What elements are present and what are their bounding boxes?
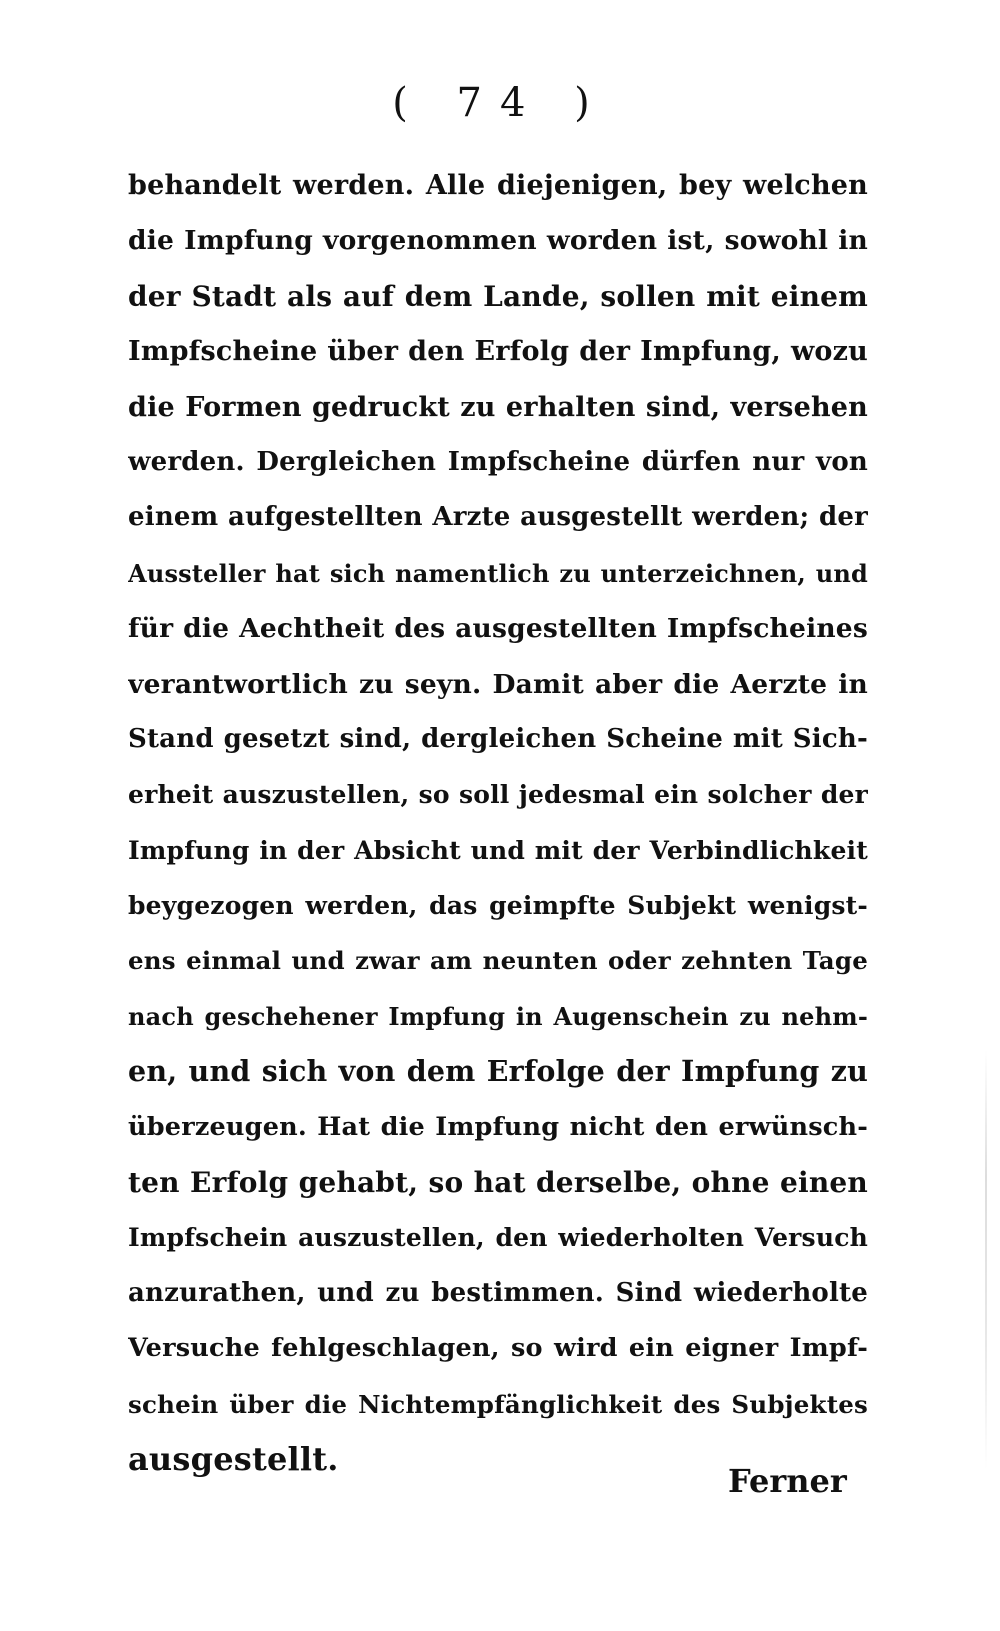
text-line: ens einmal und zwar am neunten oder zehnten Tage — [128, 946, 868, 976]
text-line: einem aufgestellten Arzte ausgestellt werden; der — [128, 502, 868, 533]
text-line: die Impfung vorgenommen worden ist, sowohl in — [128, 225, 868, 257]
text-line: die Formen gedruckt zu erhalten sind, versehen — [128, 391, 868, 423]
page-number: ( 74 ) — [392, 80, 608, 126]
text-line: anzurathen, und zu bestimmen. Sind wiederholte — [128, 1277, 868, 1308]
text-line: beygezogen werden, das geimpfte Subjekt wenigst- — [128, 891, 868, 921]
text-line: nach geschehener Impfung in Augenschein zu nehm- — [128, 1001, 868, 1031]
text-line: für die Aechtheit des ausgestellten Impfscheines — [128, 613, 868, 645]
text-line: überzeugen. Hat die Impfung nicht den erwünsch- — [128, 1111, 868, 1142]
text-line: ten Erfolg gehabt, so hat derselbe, ohne einen — [128, 1166, 868, 1200]
body-text — [128, 158, 868, 1487]
text-line: Impfscheine über den Erfolg der Impfung, wozu — [128, 336, 868, 368]
text-line: Versuche fehlgeschlagen, so wird ein eigner Impf- — [128, 1333, 868, 1364]
text-line: en, und sich von dem Erfolge der Impfung zu — [128, 1054, 868, 1089]
catchword: Ferner — [728, 1462, 847, 1500]
text-line: ausgestellt. — [128, 1439, 339, 1478]
text-line: der Stadt als auf dem Lande, sollen mit einem — [128, 279, 868, 313]
text-line: Impfschein auszustellen, den wiederholten Versuch — [128, 1223, 868, 1253]
page-edge-shadow — [985, 1050, 987, 1470]
text-line: werden. Dergleichen Impfscheine dürfen nur von — [128, 446, 868, 477]
text-line: Aussteller hat sich namentlich zu unterzeichnen, und — [128, 558, 868, 588]
text-line: erheit auszustellen, so soll jedesmal ein solcher der — [128, 780, 868, 810]
text-line: Impfung in der Absicht und mit der Verbindlichkeit — [128, 835, 868, 865]
text-line: verantwortlich zu seyn. Damit aber die Aerzte in — [128, 668, 868, 700]
text-line: Stand gesetzt sind, dergleichen Scheine mit Sich- — [128, 723, 868, 754]
text-line: schein über die Nichtempfänglichkeit des Subjektes — [128, 1389, 868, 1419]
text-line: behandelt werden. Alle diejenigen, bey welchen — [128, 170, 868, 201]
